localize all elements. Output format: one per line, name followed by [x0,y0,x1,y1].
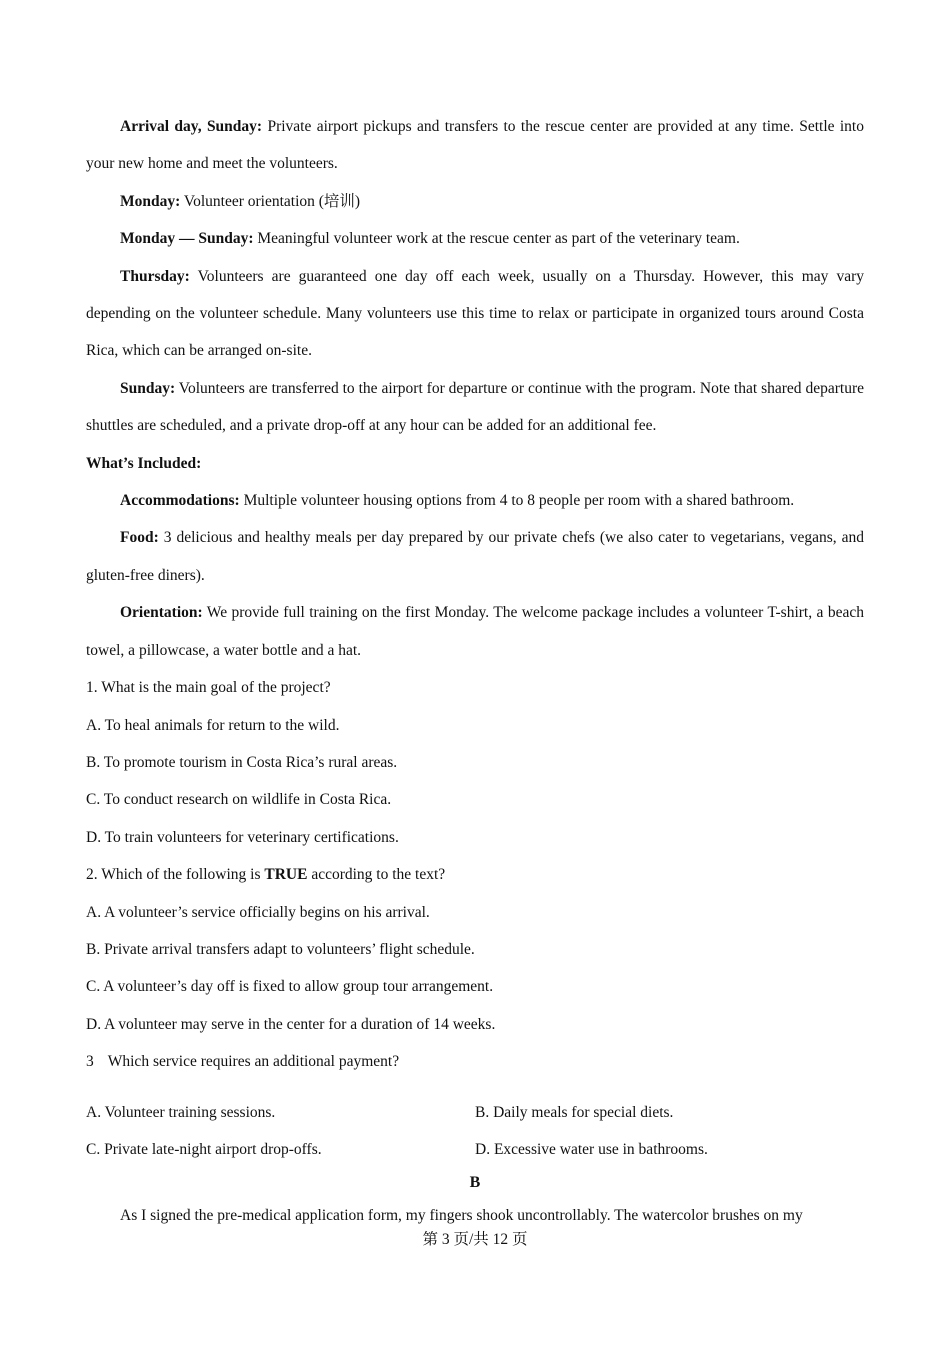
included-food [86,519,864,594]
schedule-arrival-label: Arrival day, Sunday: [120,118,263,135]
included-food-label: Food: [120,529,159,547]
schedule-monday-sunday-text: Meaningful volunteer work at the rescue center as part of the veterinary team. [253,230,740,248]
question-3-option-b: B. Daily meals for special diets. [475,1103,674,1121]
question-2-stem-pre: 2. Which of the following is [86,866,265,884]
question-1-option-d: D. To train volunteers for veterinary certifications. [86,828,399,846]
schedule-sunday [86,370,864,445]
schedule-sunday-text: Volunteers are transferred to the airport for departure or continue with the program. Note that shared departure shuttles are scheduled, and a private drop-off at any hour can be added for an additional fee. [86,379,864,435]
included-heading [86,445,864,482]
included-orientation [86,594,864,669]
question-2-stem [86,856,864,893]
page-footer: 第 3 页/共 12 页 [422,1231,528,1248]
question-2-option-b: B. Private arrival transfers adapt to volunteers’ flight schedule. [86,940,475,958]
question-1-stem: 1. What is the main goal of the project? [86,679,331,697]
question-3-option-d: D. Excessive water use in bathrooms. [475,1140,708,1158]
question-1-option-a: A. To heal animals for return to the wild. [86,716,340,734]
question-2-option-d: D. A volunteer may serve in the center for a duration of 14 weeks. [86,1015,496,1033]
schedule-monday-sunday [86,220,864,257]
schedule-thursday-label: Thursday: [120,267,190,285]
question-3-number: 3 [86,1053,94,1071]
question-3-options-row-2 [86,1131,864,1168]
schedule-monday-sunday-label: Monday — Sunday: [120,230,254,248]
included-orientation-text: We provide full training on the first Monday. The welcome package includes a volunteer T-shirt, a beach towel, a pillowcase, a water bottle and a hat. [86,604,864,659]
schedule-thursday-text: Volunteers are guaranteed one day off each week, usually on a Thursday. However, this may vary depending on the volunteer schedule. Many volunteers use this time to relax or participate in organized tours around Costa Rica, which can be arranged on-site. [86,267,864,360]
included-orientation-label: Orientation: [120,604,203,622]
included-accommodations-text: Multiple volunteer housing options from 4 to 8 people per room with a shared bathroom. [239,492,795,510]
schedule-thursday [86,258,864,370]
schedule-monday-label: Monday: [120,192,181,210]
included-accommodations [86,482,864,519]
question-2-stem-post: according to the text? [307,866,446,884]
question-3-options-row-1 [86,1094,864,1131]
question-1-option-b: B. To promote tourism in Costa Rica’s rural areas. [86,753,398,771]
schedule-monday-text: Volunteer orientation (培训) [180,192,361,210]
included-accommodations-label: Accommodations: [120,492,240,510]
section-b-heading: B [469,1174,481,1192]
question-3-stem [86,1043,864,1080]
schedule-sunday-label: Sunday: [120,379,176,397]
schedule-monday [86,183,864,220]
question-3-option-c: C. Private late-night airport drop-offs. [86,1140,322,1158]
question-2-stem-emphasis: TRUE [264,866,308,884]
question-1-option-c: C. To conduct research on wildlife in Costa Rica. [86,791,392,809]
question-3-option-a: A. Volunteer training sessions. [86,1103,276,1121]
included-food-text: 3 delicious and healthy meals per day prepared by our private chefs (we also cater to vegetarians, vegans, and gluten-free diners). [86,529,864,584]
question-3-stem-text: Which service requires an additional payment? [107,1053,400,1071]
question-2-option-c: C. A volunteer’s day off is fixed to allow group tour arrangement. [86,978,494,996]
included-heading-text: What’s Included: [86,454,202,472]
section-b-first-line: As I signed the pre-medical application form, my fingers shook uncontrollably. The watercolor brushes on my [120,1207,803,1225]
schedule-arrival-text: Private airport pickups and transfers to the rescue center are provided at any time. Settle into your new home and meet the volunteers. [86,118,864,173]
document-page [86,108,864,1234]
question-2-option-a: A. A volunteer’s service officially begins on his arrival. [86,903,430,921]
schedule-arrival [86,108,864,183]
